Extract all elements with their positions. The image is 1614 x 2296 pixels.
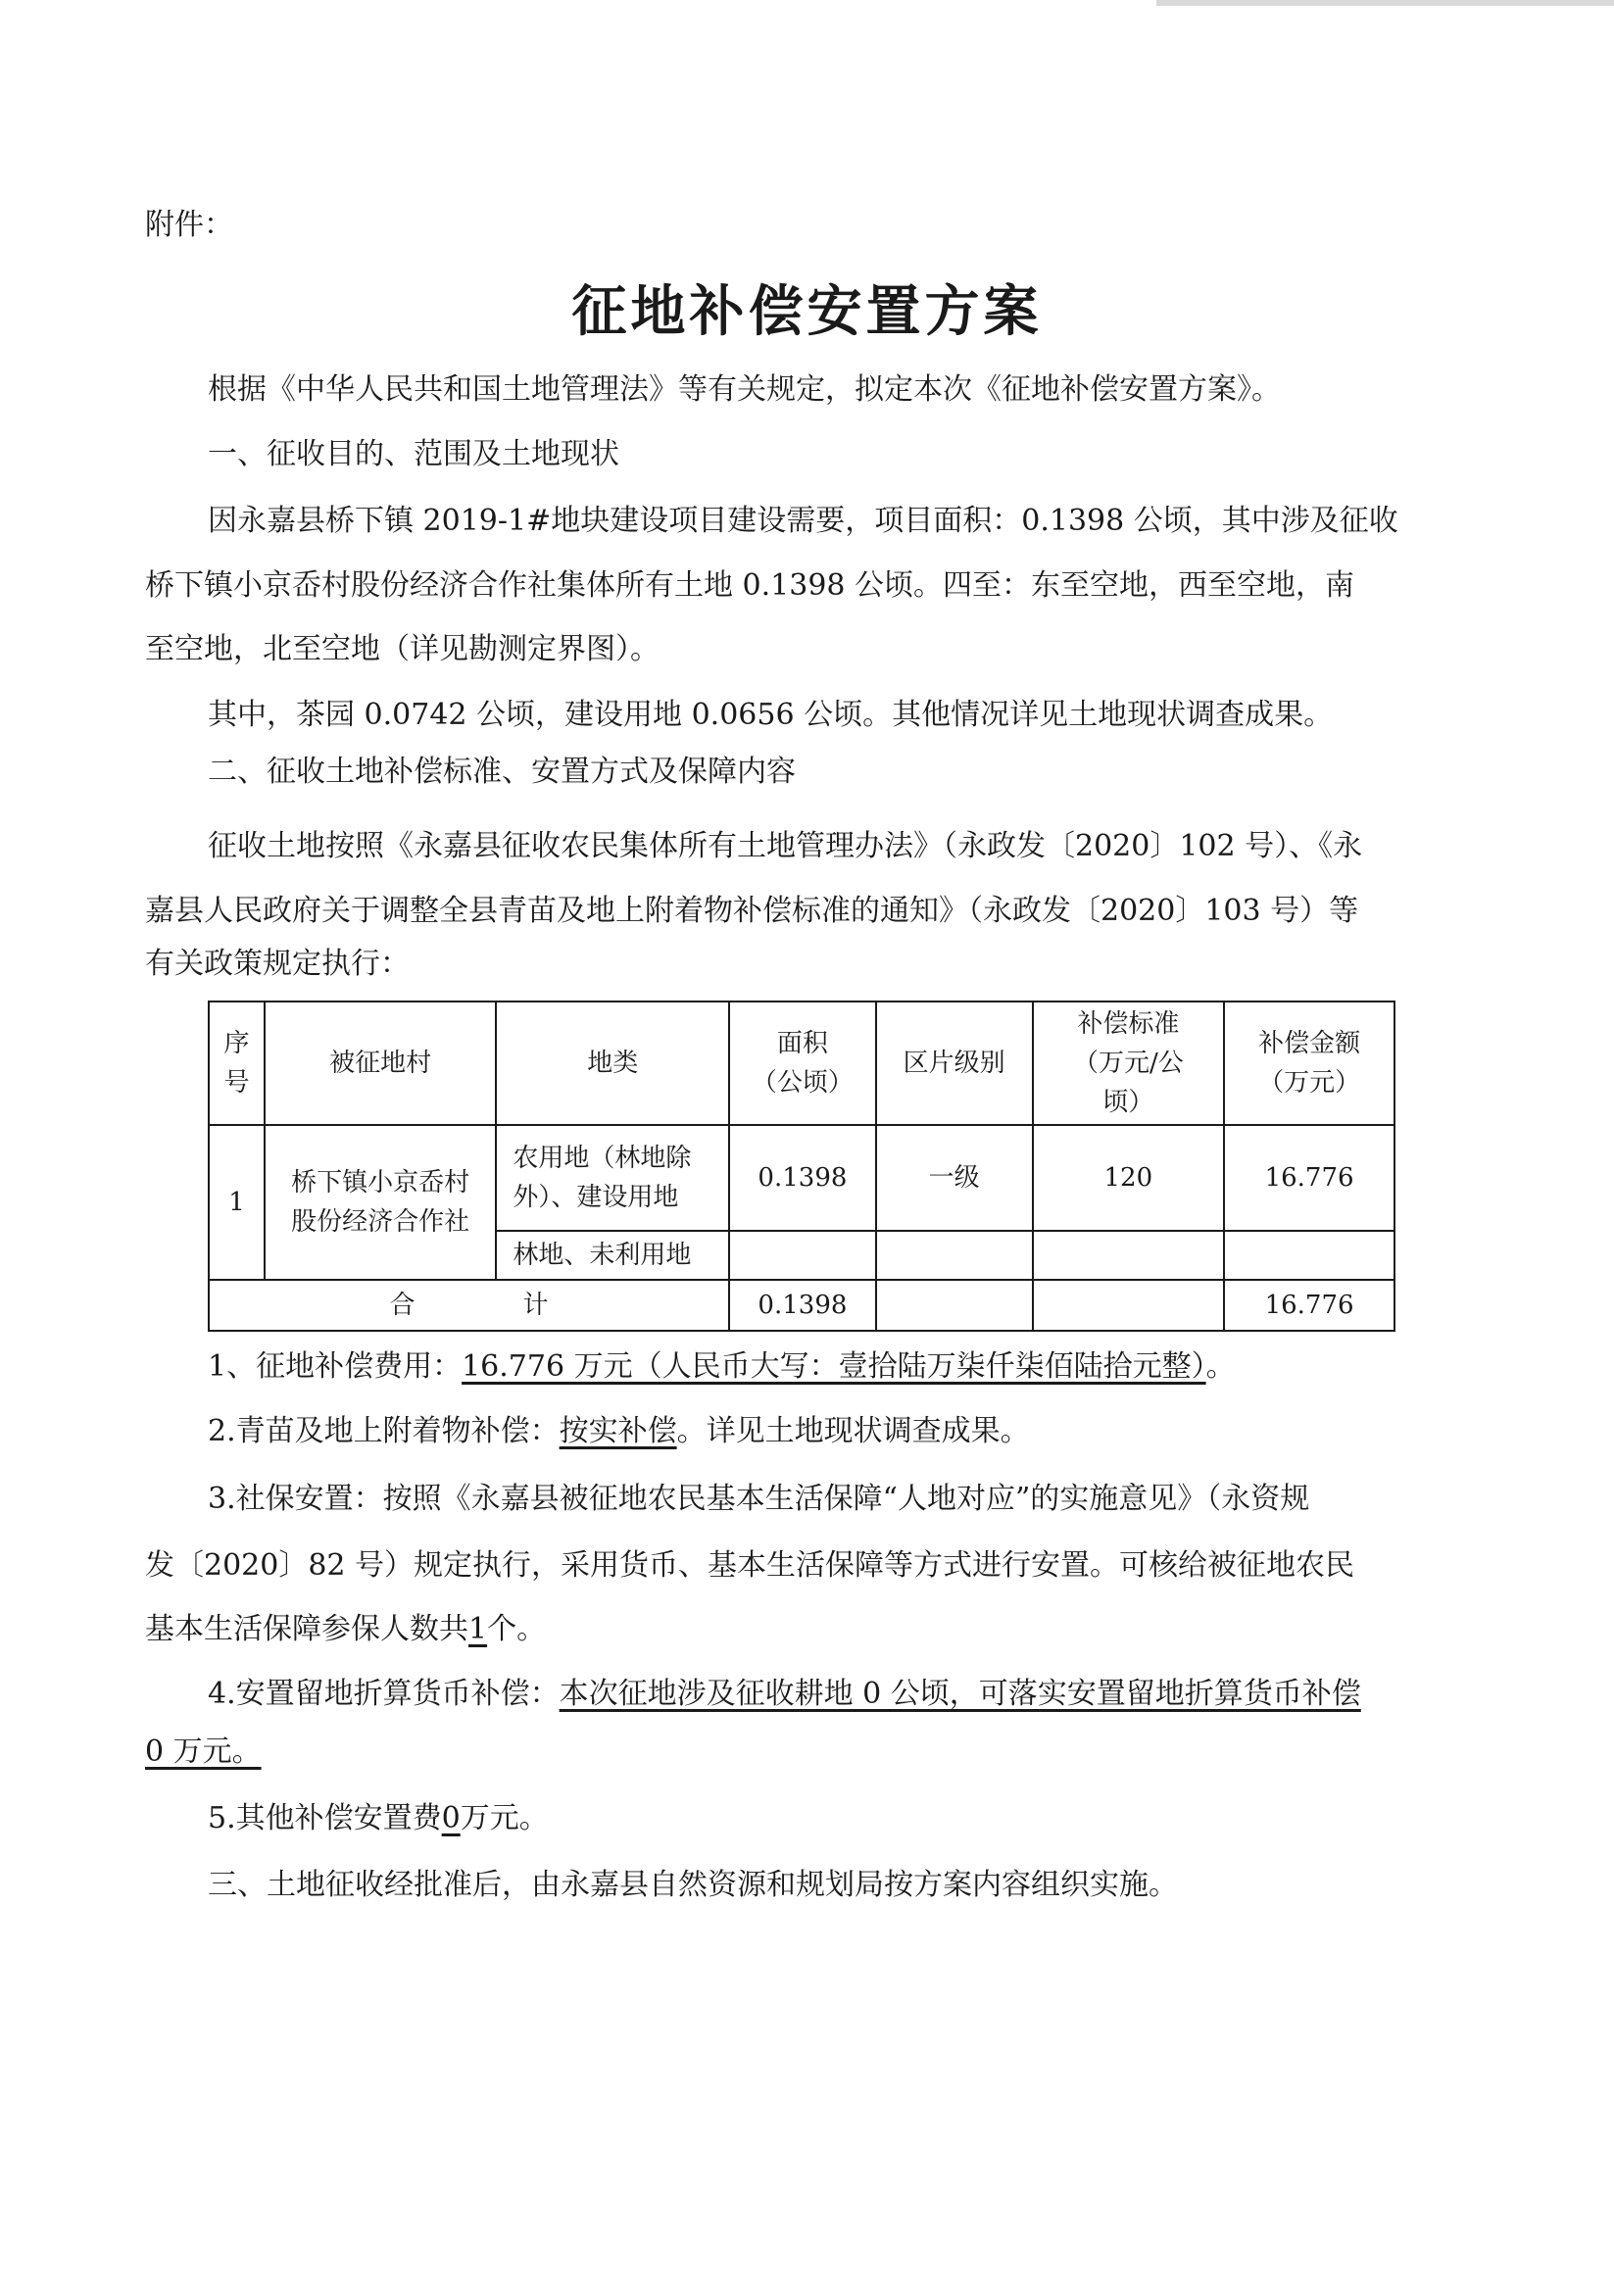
- item-3-line2: 发〔2020〕82 号）规定执行，采用货币、基本生活保障等方式进行安置。可核给被征地农民: [145, 1548, 1355, 1583]
- intro-paragraph: 根据《中华人民共和国土地管理法》等有关规定，拟定本次《征地补偿安置方案》。: [208, 372, 1281, 407]
- item-5-value: 0: [441, 1801, 461, 1835]
- item-4-line2: [145, 1734, 262, 1770]
- section1-para2: 其中，茶园 0.0742 公顷，建设用地 0.0656 公顷。其他情况详见土地现状调查成果。: [208, 698, 1334, 732]
- cell-area-2: [729, 1231, 876, 1280]
- compensation-table: [208, 1001, 1395, 1332]
- section1-para1-line3: 至空地，北至空地（详见勘测定界图）。: [145, 632, 660, 666]
- item-5: 5.其他补偿安置费0万元。: [208, 1801, 549, 1835]
- section2-para-line1: 征收土地按照《永嘉县征收农民集体所有土地管理办法》（永政发〔2020〕102 号）、《永: [208, 829, 1363, 863]
- cell-land-type-1: 农用地（林地除 外）、建设用地: [496, 1125, 729, 1231]
- cell-area-1: 0.1398: [729, 1125, 876, 1231]
- item-4-value-cont: 0 万元。: [145, 1734, 262, 1769]
- cell-amount-1: 16.776: [1224, 1125, 1394, 1231]
- cell-total-amount: 16.776: [1224, 1280, 1394, 1331]
- section1-heading: 一、征收目的、范围及土地现状: [208, 437, 619, 471]
- cell-zone-2: [876, 1231, 1033, 1280]
- cell-land-type-2: 林地、未利用地: [496, 1231, 729, 1280]
- section1-para1-line2: 桥下镇小京岙村股份经济合作社集体所有土地 0.1398 公顷。四至：东至空地，西至空地，南: [145, 568, 1355, 603]
- section3-text: 三、土地征收经批准后，由永嘉县自然资源和规划局按方案内容组织实施。: [208, 1868, 1178, 1902]
- item-3-value: 1: [468, 1612, 488, 1646]
- item-1: 1、征地补偿费用：16.776 万元（人民币大写：壹拾陆万柒仟柒佰陆拾元整）。: [208, 1349, 1236, 1384]
- scan-edge: [1156, 0, 1614, 6]
- attachment-label: 附件：: [145, 208, 233, 242]
- header-standard: 补偿标准 （万元/公 顷）: [1033, 1001, 1225, 1125]
- table-total-row: [209, 1280, 1394, 1331]
- page-title: 征地补偿安置方案: [571, 280, 1043, 344]
- cell-total-zone: [876, 1280, 1033, 1331]
- table-row: [209, 1125, 1394, 1231]
- cell-standard-1: 120: [1033, 1125, 1225, 1231]
- header-zone: 区片级别: [876, 1001, 1033, 1125]
- section2-para-line2: 嘉县人民政府关于调整全县青苗及地上附着物补偿标准的通知》（永政发〔2020〕103 号）等: [145, 894, 1359, 928]
- item-4-line1: 4.安置留地折算货币补偿：本次征地涉及征收耕地 0 公顷，可落实安置留地折算货币补偿: [208, 1677, 1361, 1711]
- header-village: 被征地村: [265, 1001, 496, 1125]
- header-seq: 序 号: [209, 1001, 265, 1125]
- table-header-row: [209, 1001, 1394, 1125]
- cell-village: 桥下镇小京岙村 股份经济合作社: [265, 1125, 496, 1280]
- header-land-type: 地类: [496, 1001, 729, 1125]
- cell-total-area: 0.1398: [729, 1280, 876, 1331]
- cell-seq: 1: [209, 1125, 265, 1280]
- item-2-value: 按实补偿: [559, 1414, 677, 1448]
- section2-heading: 二、征收土地补偿标准、安置方式及保障内容: [208, 755, 796, 789]
- item-4-value: 本次征地涉及征收耕地 0 公顷，可落实安置留地折算货币补偿: [559, 1677, 1361, 1711]
- cell-zone-1: 一级: [876, 1125, 1033, 1231]
- item-3-line1: 3.社保安置：按照《永嘉县被征地农民基本生活保障“人地对应”的实施意见》（永资规: [208, 1482, 1310, 1516]
- cell-total-standard: [1033, 1280, 1225, 1331]
- item-2: 2.青苗及地上附着物补偿：按实补偿。详见土地现状调查成果。: [208, 1414, 1030, 1448]
- item-1-value: 16.776 万元（人民币大写：壹拾陆万柒仟柒佰陆拾元整）: [462, 1349, 1206, 1384]
- section1-para1-line1: 因永嘉县桥下镇 2019-1#地块建设项目建设需要，项目面积：0.1398 公顷，其中涉及征收: [208, 504, 1398, 538]
- cell-total-label: 合 计: [209, 1280, 729, 1331]
- cell-amount-2: [1224, 1231, 1394, 1280]
- cell-standard-2: [1033, 1231, 1225, 1280]
- header-amount: 补偿金额 （万元）: [1224, 1001, 1394, 1125]
- section2-para-line3: 有关政策规定执行：: [145, 947, 410, 981]
- item-3-line3: 基本生活保障参保人数共1个。: [145, 1612, 547, 1646]
- header-area: 面积 （公顷）: [729, 1001, 876, 1125]
